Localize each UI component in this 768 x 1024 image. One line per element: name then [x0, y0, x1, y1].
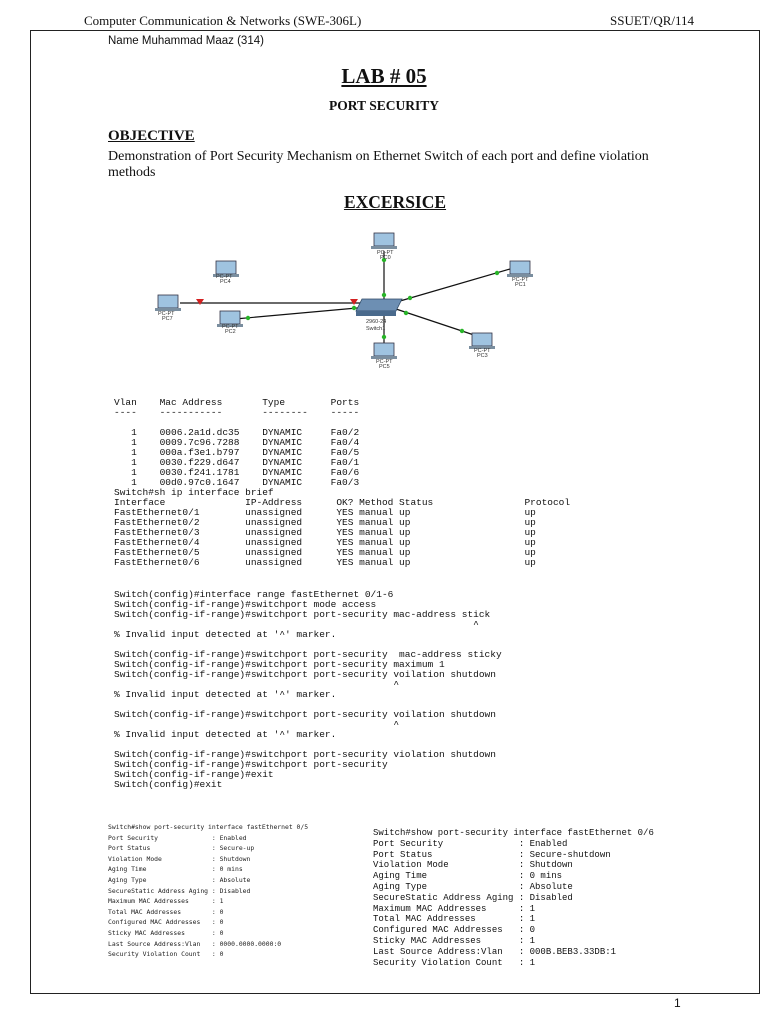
ip-brief-row: FastEthernet0/5 unassigned YES manual up up: [114, 547, 536, 558]
ps-line: Last Source Address:Vlan : 000B.BEB3.33DB:1: [373, 946, 617, 957]
link-pc1-switch: [400, 269, 510, 301]
switch-label-line1: 2960-24: [366, 319, 387, 325]
pc-icon-pc2: [217, 311, 243, 335]
mac-table-rule: ---- ----------- -------- -----: [114, 407, 360, 418]
config-line: % Invalid input detected at '^' marker.: [114, 629, 337, 640]
mac-table-row: 1 000a.f3e1.b797 DYNAMIC Fa0/5: [114, 447, 360, 458]
ps-line: Maximum MAC Addresses : 1: [108, 897, 224, 906]
ps-line: Switch#show port-security interface fastEthernet 0/6: [373, 828, 654, 838]
green-light-pc5: [382, 335, 386, 339]
ip-brief-row: FastEthernet0/1 unassigned YES manual up up: [114, 507, 536, 518]
green-light-pc2: [246, 316, 250, 320]
svg-text:PC7: PC7: [162, 316, 173, 322]
page-number: 1: [674, 996, 681, 1010]
svg-text:PC-PT: PC-PT: [377, 250, 394, 256]
ps-line: Switch#show port-security interface fastEthernet 0/5: [108, 823, 309, 831]
network-topology-diagram: [140, 225, 560, 375]
link-pc2-switch: [235, 307, 368, 319]
ps-line: Last Source Address:Vlan : 0000.0000.0000:0: [108, 939, 282, 948]
mac-table-row: 1 0030.f241.1781 DYNAMIC Fa0/6: [114, 467, 360, 478]
svg-text:PC1: PC1: [515, 282, 526, 288]
config-line: % Invalid input detected at '^' marker.: [114, 689, 337, 700]
red-light-switch: [350, 299, 358, 305]
pc-icon-pc7: [155, 295, 181, 322]
green-light-switch-pc0: [382, 293, 386, 297]
svg-text:PC-PT: PC-PT: [222, 324, 239, 330]
pc-icon-pc1: [507, 261, 533, 288]
config-line: Switch(config-if-range)#switchport port-security violation shutdown: [114, 749, 496, 760]
config-session: [114, 590, 502, 790]
ps-line: Port Status : Secure-shutdown: [373, 849, 611, 860]
svg-text:PC-PT: PC-PT: [158, 311, 175, 317]
config-line: Switch(config-if-range)#switchport port-security: [114, 759, 388, 770]
mac-table-row: 1 0009.7c96.7288 DYNAMIC Fa0/4: [114, 437, 360, 448]
green-light-pc3: [460, 329, 464, 333]
green-light-switch-pc2: [352, 306, 356, 310]
green-light-switch-pc3: [404, 311, 408, 315]
config-line: Switch(config-if-range)#switchport port-security voilation shutdown: [114, 669, 496, 680]
config-line: ^: [114, 679, 400, 690]
config-line: ^: [114, 619, 479, 630]
ps-line: Total MAC Addresses : 0: [108, 907, 224, 916]
pc-icon-pc5: [371, 343, 397, 370]
ps-line: Violation Mode : Shutdown: [108, 854, 251, 863]
ps-line: Aging Time : 0 mins: [108, 865, 243, 874]
student-name: Name Muhammad Maaz (314): [108, 35, 264, 47]
ps-line: Aging Time : 0 mins: [373, 871, 563, 882]
ip-interface-brief: [114, 488, 570, 568]
ip-brief-row: FastEthernet0/4 unassigned YES manual up up: [114, 537, 536, 548]
switch-label-line2: Switch1: [366, 326, 386, 332]
lab-subtitle: PORT SECURITY: [329, 98, 439, 113]
config-line: Switch(config-if-range)#switchport port-security maximum 1: [114, 659, 445, 670]
svg-text:PC-PT: PC-PT: [376, 359, 393, 365]
ps-line: Sticky MAC Addresses : 1: [373, 935, 536, 946]
ps-line: SecureStatic Address Aging : Disabled: [373, 892, 573, 903]
header-doc-code: SSUET/QR/114: [610, 13, 695, 28]
mac-address-table: [114, 398, 359, 488]
green-light-pc1: [495, 271, 499, 275]
ps-line: Security Violation Count : 0: [108, 950, 224, 959]
mac-table-header: Vlan Mac Address Type Ports: [114, 397, 360, 408]
ps-line: Configured MAC Addresses : 0: [108, 918, 224, 927]
svg-text:PC0: PC0: [380, 255, 391, 261]
mac-table-row: 1 00d0.97c0.1647 DYNAMIC Fa0/3: [114, 477, 360, 488]
ps-line: SecureStatic Address Aging : Disabled: [108, 886, 251, 895]
ps-line: Maximum MAC Addresses : 1: [373, 903, 536, 914]
red-light-pc7: [196, 299, 204, 305]
green-light-switch-pc1: [408, 296, 412, 300]
ip-brief-header: Interface IP-Address OK? Method Status Protocol: [114, 497, 571, 508]
config-line: ^: [114, 719, 400, 730]
config-line: Switch(config-if-range)#switchport port-security mac-address stick: [114, 609, 491, 620]
ps-line: Aging Type : Absolute: [373, 881, 573, 892]
config-line: Switch(config)#interface range fastEthernet 0/1-6: [114, 589, 394, 600]
mac-table-row: 1 0030.f229.d647 DYNAMIC Fa0/1: [114, 457, 360, 468]
ps-line: Port Security : Enabled: [373, 838, 568, 849]
ip-brief-row: FastEthernet0/6 unassigned YES manual up up: [114, 557, 536, 568]
config-line: Switch(config)#exit: [114, 779, 223, 790]
svg-text:PC5: PC5: [379, 364, 390, 370]
svg-text:PC3: PC3: [477, 353, 488, 359]
ps-line: Aging Type : Absolute: [108, 875, 251, 884]
svg-text:PC-PT: PC-PT: [216, 274, 233, 280]
config-line: Switch(config-if-range)#exit: [114, 769, 274, 780]
lab-title: LAB # 05: [341, 64, 427, 88]
port-security-output-fa0-6: [373, 828, 654, 968]
ps-line: Security Violation Count : 1: [373, 957, 536, 968]
svg-text:PC-PT: PC-PT: [474, 348, 491, 354]
config-line: Switch(config-if-range)#switchport port-security mac-address sticky: [114, 649, 502, 660]
ps-line: Sticky MAC Addresses : 0: [108, 928, 224, 937]
exercise-title: EXCERSICE: [343, 192, 447, 212]
objective-text: Demonstration of Port Security Mechanism on Ethernet Switch of each port and define violation methods: [108, 149, 649, 180]
port-security-output-fa0-5: [108, 822, 308, 960]
ps-line: Configured MAC Addresses : 0: [373, 925, 536, 936]
config-line: Switch(config-if-range)#switchport port-security voilation shutdown: [114, 709, 496, 720]
pc-icon-pc3: [469, 333, 495, 359]
ip-brief-row: FastEthernet0/2 unassigned YES manual up up: [114, 517, 536, 528]
svg-text:PC4: PC4: [220, 279, 231, 285]
ip-brief-command: Switch#sh ip interface brief: [114, 487, 274, 498]
ps-line: Violation Mode : Shutdown: [373, 860, 573, 871]
ps-line: Total MAC Addresses : 1: [373, 914, 536, 925]
pc-icon-pc4: [213, 261, 239, 285]
objective-heading: OBJECTIVE: [108, 128, 195, 144]
ps-line: Port Status : Secure-up: [108, 844, 255, 853]
mac-table-row: 1 0006.2a1d.dc35 DYNAMIC Fa0/2: [114, 427, 360, 438]
header-course: Computer Communication & Networks (SWE-306L): [84, 13, 362, 28]
config-line: Switch(config-if-range)#switchport mode access: [114, 599, 377, 610]
pc-icon-pc0: [371, 233, 397, 261]
svg-text:PC2: PC2: [225, 329, 236, 335]
ip-brief-row: FastEthernet0/3 unassigned YES manual up up: [114, 527, 536, 538]
ps-line: Port Security : Enabled: [108, 833, 247, 842]
svg-text:PC-PT: PC-PT: [512, 277, 529, 283]
config-line: % Invalid input detected at '^' marker.: [114, 729, 337, 740]
switch-icon: [356, 299, 402, 332]
